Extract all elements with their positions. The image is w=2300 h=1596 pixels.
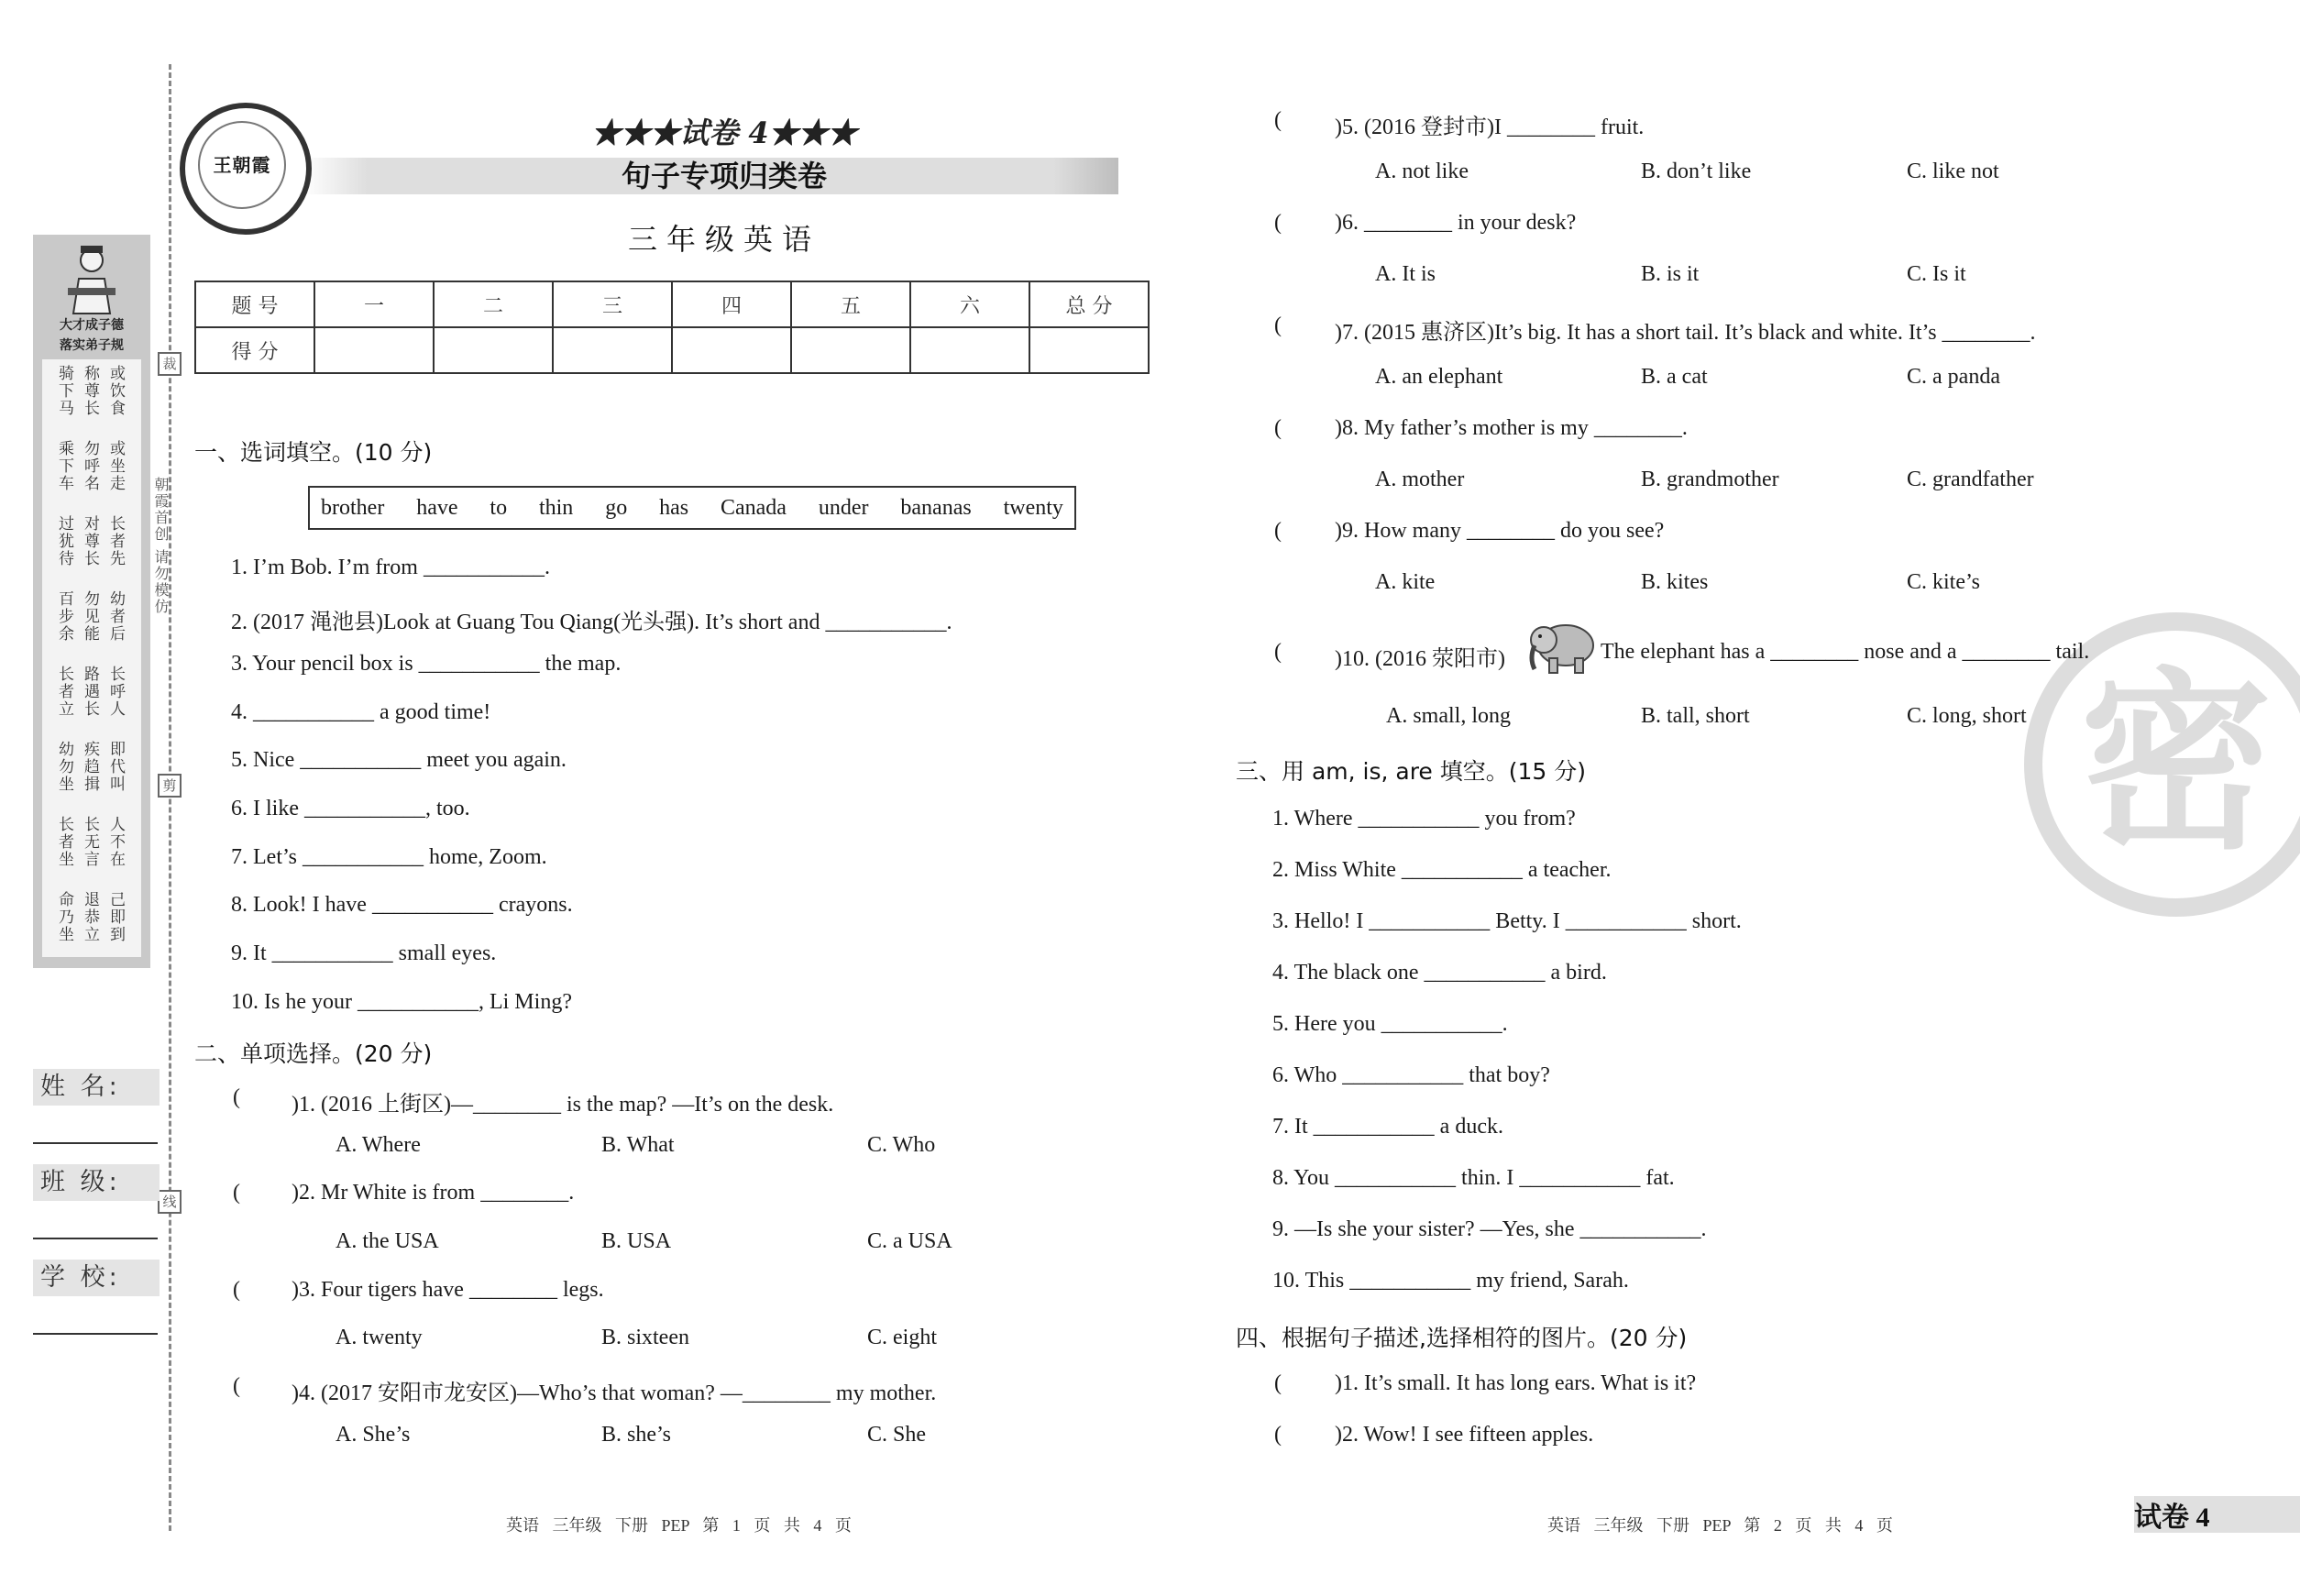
mc-question: )10. (2016 荥阳市): [1335, 647, 1505, 671]
mc-question: )6. ________ in your desk?: [1335, 211, 1577, 235]
word-bank-item: go: [605, 495, 628, 520]
rule-line: 退恭立: [81, 891, 99, 943]
match-question: )1. It’s small. It has long ears. What is it?: [1335, 1371, 1697, 1395]
rule-line: 乘下车: [55, 440, 73, 492]
fill-question: 3. Your pencil box is ___________ the map.: [231, 652, 622, 676]
score-table: [194, 281, 1150, 374]
answer-paren[interactable]: (: [1274, 314, 1282, 337]
fill-question: 7. Let’s ___________ home, Zoom.: [231, 845, 547, 869]
mc-question: )9. How many ________ do you see?: [1335, 519, 1665, 543]
footer-right: 英语 三年级 下册 PEP 第 2 页 共 4 页: [1547, 1516, 1893, 1535]
score-input[interactable]: [910, 327, 1029, 373]
score-input[interactable]: [791, 327, 910, 373]
rule-line: 或坐走: [106, 440, 125, 492]
score-input[interactable]: [553, 327, 672, 373]
word-bank: [308, 486, 1076, 530]
rules-inner: [42, 359, 141, 957]
mc-option-a: A. the USA: [336, 1229, 439, 1253]
mc-option-c: C. Who: [867, 1133, 936, 1157]
rule-line: 疾趋揖: [81, 741, 99, 793]
fill-question: 3. Hello! I ___________ Betty. I ___________ short.: [1272, 909, 1742, 933]
answer-paren[interactable]: (: [1274, 640, 1282, 664]
answer-paren[interactable]: (: [1274, 416, 1282, 440]
mc-option-a: A. mother: [1375, 468, 1465, 491]
answer-paren[interactable]: (: [1274, 1371, 1282, 1395]
section3-heading: 三、用 am, is, are 填空。(15 分): [1236, 758, 1587, 785]
score-cell: 一: [314, 281, 434, 327]
answer-paren[interactable]: (: [233, 1374, 240, 1398]
school-field[interactable]: [33, 1333, 158, 1335]
rules-heading-2: 落实弟子规: [60, 338, 124, 353]
notice-text: 朝霞首创 请勿模仿: [152, 477, 170, 616]
corner-label: 试卷 4: [2134, 1502, 2210, 1533]
word-bank-item: under: [818, 495, 869, 520]
mc-option-a: A. not like: [1375, 160, 1469, 183]
score-cell: 五: [791, 281, 910, 327]
word-bank-item: twenty: [1003, 495, 1063, 520]
word-bank-item: thin: [538, 495, 574, 520]
answer-paren[interactable]: (: [233, 1085, 240, 1109]
class-field[interactable]: [33, 1238, 158, 1239]
mc-question: )2. Mr White is from ________.: [292, 1181, 575, 1205]
word-bank-item: to: [490, 495, 508, 520]
mc-option-b: B. USA: [601, 1229, 672, 1253]
rule-line: 长无言: [81, 816, 99, 868]
answer-paren[interactable]: (: [233, 1181, 240, 1205]
rule-line: 勿见能: [81, 590, 99, 643]
answer-paren[interactable]: (: [233, 1278, 240, 1302]
fill-question: 10. Is he your ___________, Li Ming?: [231, 990, 572, 1014]
mc-option-b: B. grandmother: [1641, 468, 1779, 491]
name-field[interactable]: [33, 1142, 158, 1144]
fill-question: 7. It ___________ a duck.: [1272, 1115, 1503, 1139]
mc-option-c: C. a panda: [1907, 365, 2000, 389]
rule-line: 骑下马: [55, 365, 73, 417]
score-row-values: [195, 327, 1149, 373]
answer-paren[interactable]: (: [1274, 108, 1282, 132]
word-bank-item: brother: [321, 495, 385, 520]
word-bank-item: bananas: [900, 495, 972, 520]
fill-question: 8. You ___________ thin. I ___________ fat.: [1272, 1166, 1675, 1190]
fill-question: 4. The black one ___________ a bird.: [1272, 961, 1607, 985]
rule-line: 长呼人: [106, 666, 125, 718]
rule-line: 勿呼名: [81, 440, 99, 492]
score-input[interactable]: [314, 327, 434, 373]
rule-line: 对尊长: [81, 515, 99, 567]
rule-line: 长者先: [106, 515, 125, 567]
score-cell: 题 号: [195, 281, 314, 327]
score-cell: 总 分: [1029, 281, 1149, 327]
mc-option-c: C. like not: [1907, 160, 1999, 183]
fill-question: 6. Who ___________ that boy?: [1272, 1063, 1550, 1087]
rule-line: 或饮食: [106, 365, 125, 417]
mc-option-a: A. kite: [1375, 570, 1436, 594]
fill-question: 9. It ___________ small eyes.: [231, 941, 497, 965]
mc-question: )8. My father’s mother is my ________.: [1335, 416, 1688, 440]
fill-question: 5. Nice ___________ meet you again.: [231, 748, 567, 772]
rule-line: 路遇长: [81, 666, 99, 718]
school-label: 学 校:: [33, 1260, 160, 1296]
mc-question: )4. (2017 安阳市龙安区)—Who’s that woman? —________ my mother.: [292, 1381, 937, 1405]
fill-question: 1. I’m Bob. I’m from ___________.: [231, 556, 550, 579]
cut-label-top: 裁: [158, 352, 182, 376]
mc-option-a: A. She’s: [336, 1423, 411, 1447]
word-bank-item: has: [659, 495, 689, 520]
score-cell: 六: [910, 281, 1029, 327]
rule-line: 过犹待: [55, 515, 73, 567]
mc-option-c: C. She: [867, 1423, 927, 1447]
section2-heading: 二、单项选择。(20 分): [194, 1040, 433, 1067]
answer-paren[interactable]: (: [1274, 211, 1282, 235]
cut-line: [169, 64, 171, 1531]
mc-question: )1. (2016 上街区)—________ is the map? —It’s on the desk.: [292, 1093, 834, 1117]
rule-line: 人不在: [106, 816, 125, 868]
logo-text: 王朝霞: [213, 156, 271, 176]
mc-option-a: A. It is: [1375, 262, 1436, 286]
score-row-header: [195, 281, 1149, 327]
mc-question: )3. Four tigers have ________ legs.: [292, 1278, 604, 1302]
mc-option-a: A. small, long: [1386, 704, 1511, 728]
mc-option-c: C. grandfather: [1907, 468, 2034, 491]
mc-option-b: B. sixteen: [601, 1326, 689, 1349]
section4-heading: 四、根据句子描述,选择相符的图片。(20 分): [1236, 1325, 1688, 1351]
fill-question: 6. I like ___________, too.: [231, 797, 470, 820]
fill-question: 4. ___________ a good time!: [231, 700, 491, 724]
word-bank-item: have: [416, 495, 458, 520]
mc-option-a: A. an elephant: [1375, 365, 1503, 389]
mc-option-b: B. don’t like: [1641, 160, 1752, 183]
cut-label-mid: 剪: [158, 774, 182, 798]
mc-option-c: C. a USA: [867, 1229, 952, 1253]
mc-option-c: C. eight: [867, 1326, 937, 1349]
score-input[interactable]: [434, 327, 553, 373]
mc-option-b: B. a cat: [1641, 365, 1708, 389]
fill-question: 5. Here you ___________.: [1272, 1012, 1508, 1036]
mc-option-b: B. kites: [1641, 570, 1709, 594]
rule-line: 己即到: [106, 891, 125, 943]
rule-line: 即代叫: [106, 741, 125, 793]
paper-subtitle: 句子专项归类卷: [621, 159, 827, 193]
mc-option-a: A. twenty: [336, 1326, 423, 1349]
mc-option-a: A. Where: [336, 1133, 421, 1157]
mc-option-b: B. tall, short: [1641, 704, 1750, 728]
rule-line: 称尊长: [81, 365, 99, 417]
fill-question: 10. This ___________ my friend, Sarah.: [1272, 1269, 1629, 1293]
mc-option-b: B. is it: [1641, 262, 1700, 286]
fill-question: 8. Look! I have ___________ crayons.: [231, 893, 573, 917]
fill-question: 1. Where ___________ you from?: [1272, 807, 1576, 831]
rule-line: 长者坐: [55, 816, 73, 868]
score-input[interactable]: [1029, 327, 1149, 373]
secret-watermark: 密: [2024, 612, 2300, 917]
mc-option-c: C. kite’s: [1907, 570, 1981, 594]
rule-line: 命乃坐: [55, 891, 73, 943]
paper-title: ★★★试卷 4★★★: [591, 116, 857, 150]
grade-title: 三年级英语: [627, 222, 820, 257]
rule-line: 幼者后: [106, 590, 125, 643]
scholar-icon: [64, 242, 119, 315]
mc-option-b: B. she’s: [601, 1423, 672, 1447]
elephant-icon: [1525, 616, 1599, 677]
score-cell: 四: [672, 281, 791, 327]
section1-heading: 一、选词填空。(10 分): [194, 439, 433, 466]
fill-question: 2. (2017 渑池县)Look at Guang Tou Qiang(光头强). It’s short and ___________.: [231, 611, 952, 634]
mc-option-b: B. What: [601, 1133, 675, 1157]
rule-line: 百步余: [55, 590, 73, 643]
mc-option-c: C. long, short: [1907, 704, 2027, 728]
cut-label-bot: 线: [158, 1190, 182, 1214]
mc-question-cont: The elephant has a ________ nose and a ________ tail.: [1601, 640, 2090, 664]
word-bank-item: Canada: [720, 495, 787, 520]
answer-paren[interactable]: (: [1274, 1423, 1282, 1447]
name-label: 姓 名:: [33, 1069, 160, 1106]
score-row-label: 得 分: [195, 327, 314, 373]
rules-panel: [33, 235, 150, 968]
class-label: 班 级:: [33, 1164, 160, 1201]
score-input[interactable]: [672, 327, 791, 373]
score-cell: 二: [434, 281, 553, 327]
answer-paren[interactable]: (: [1274, 519, 1282, 543]
rules-heading-1: 大才成子德: [60, 318, 124, 333]
fill-question: 2. Miss White ___________ a teacher.: [1272, 858, 1612, 882]
mc-question: )5. (2016 登封市)I ________ fruit.: [1335, 116, 1645, 139]
rule-line: 幼勿坐: [55, 741, 73, 793]
fill-question: 9. —Is she your sister? —Yes, she ___________.: [1272, 1217, 1707, 1241]
match-question: )2. Wow! I see fifteen apples.: [1335, 1423, 1594, 1447]
rule-line: 长者立: [55, 666, 73, 718]
footer-left: 英语 三年级 下册 PEP 第 1 页 共 4 页: [506, 1516, 852, 1535]
mc-question: )7. (2015 惠济区)It’s big. It has a short tail. It’s black and white. It’s ________.: [1335, 321, 2036, 345]
mc-option-c: C. Is it: [1907, 262, 1966, 286]
score-cell: 三: [553, 281, 672, 327]
publisher-logo: [180, 103, 312, 235]
